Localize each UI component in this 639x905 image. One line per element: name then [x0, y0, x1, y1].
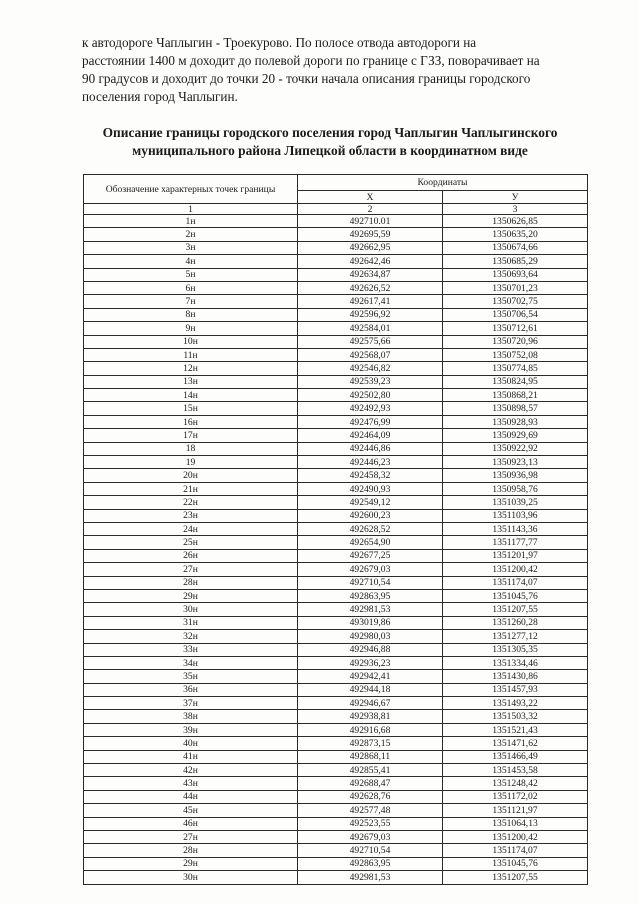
point-id-cell: 27н — [84, 830, 298, 843]
header-x: X — [298, 191, 443, 204]
point-id-cell: 18 — [84, 442, 298, 455]
table-row — [84, 777, 588, 790]
x-coordinate-cell: 492944,18 — [298, 683, 443, 696]
x-coordinate-cell: 492916,68 — [298, 723, 443, 736]
table-row — [84, 589, 588, 602]
x-coordinate-cell: 492863,95 — [298, 857, 443, 870]
table-row — [84, 844, 588, 857]
y-coordinate-cell: 1351174,07 — [443, 576, 588, 589]
x-coordinate-cell: 492476,99 — [298, 415, 443, 428]
table-row — [84, 656, 588, 669]
x-coordinate-cell: 492936,23 — [298, 656, 443, 669]
point-id-cell: 3н — [84, 241, 298, 254]
point-id-cell: 6н — [84, 281, 298, 294]
point-id-cell: 28н — [84, 576, 298, 589]
y-coordinate-cell: 1350674,66 — [443, 241, 588, 254]
y-coordinate-cell: 1351457,93 — [443, 683, 588, 696]
point-id-cell: 17н — [84, 429, 298, 442]
table-row — [84, 509, 588, 522]
y-coordinate-cell: 1350929,69 — [443, 429, 588, 442]
x-coordinate-cell: 492492,93 — [298, 402, 443, 415]
point-id-cell: 14н — [84, 389, 298, 402]
x-coordinate-cell: 492946,67 — [298, 697, 443, 710]
point-id-cell: 8н — [84, 308, 298, 321]
y-coordinate-cell: 1350712,61 — [443, 322, 588, 335]
y-coordinate-cell: 1351260,28 — [443, 616, 588, 629]
table-row — [84, 402, 588, 415]
x-coordinate-cell: 492502,80 — [298, 389, 443, 402]
point-id-cell: 1н — [84, 215, 298, 228]
table-row — [84, 389, 588, 402]
point-id-cell: 29н — [84, 857, 298, 870]
table-row — [84, 871, 588, 884]
x-coordinate-cell: 492855,41 — [298, 764, 443, 777]
point-id-cell: 23н — [84, 509, 298, 522]
x-coordinate-cell: 492981,53 — [298, 871, 443, 884]
table-row — [84, 482, 588, 495]
point-id-cell: 21н — [84, 482, 298, 495]
y-coordinate-cell: 1350720,96 — [443, 335, 588, 348]
y-coordinate-cell: 1350922,92 — [443, 442, 588, 455]
x-coordinate-cell: 492523,55 — [298, 817, 443, 830]
y-coordinate-cell: 1350626,85 — [443, 215, 588, 228]
intro-line: поселения город Чаплыгин. — [82, 89, 238, 104]
point-id-cell: 40н — [84, 737, 298, 750]
y-coordinate-cell: 1350685,29 — [443, 255, 588, 268]
point-id-cell: 24н — [84, 522, 298, 535]
intro-paragraph — [82, 34, 594, 106]
y-coordinate-cell: 1351039,25 — [443, 496, 588, 509]
intro-line: расстоянии 1400 м доходит до полевой дороги по границе с ГЗЗ, поворачивает на — [82, 53, 540, 68]
coordinates-table — [83, 174, 588, 885]
table-row — [84, 536, 588, 549]
x-coordinate-cell: 492626,52 — [298, 281, 443, 294]
point-id-cell: 15н — [84, 402, 298, 415]
y-coordinate-cell: 1351201,97 — [443, 549, 588, 562]
point-id-cell: 20н — [84, 469, 298, 482]
y-coordinate-cell: 1351521,43 — [443, 723, 588, 736]
x-coordinate-cell: 492863,95 — [298, 589, 443, 602]
section-title — [60, 124, 600, 160]
x-coordinate-cell: 492600,23 — [298, 509, 443, 522]
y-coordinate-cell: 1351334,46 — [443, 656, 588, 669]
intro-line: 90 градусов и доходит до точки 20 - точки начала описания границы городского — [82, 71, 531, 86]
table-row — [84, 750, 588, 763]
point-id-cell: 38н — [84, 710, 298, 723]
x-coordinate-cell: 492677,25 — [298, 549, 443, 562]
table-row — [84, 804, 588, 817]
point-id-cell: 32н — [84, 630, 298, 643]
point-id-cell: 11н — [84, 348, 298, 361]
point-id-cell: 2н — [84, 228, 298, 241]
y-coordinate-cell: 1351248,42 — [443, 777, 588, 790]
table-row — [84, 576, 588, 589]
table-row — [84, 308, 588, 321]
point-id-cell: 39н — [84, 723, 298, 736]
point-id-cell: 16н — [84, 415, 298, 428]
table-row — [84, 241, 588, 254]
table-row — [84, 268, 588, 281]
x-coordinate-cell: 492679,03 — [298, 830, 443, 843]
x-coordinate-cell: 492679,03 — [298, 563, 443, 576]
x-coordinate-cell: 492549,12 — [298, 496, 443, 509]
y-coordinate-cell: 1351121,97 — [443, 804, 588, 817]
table-row — [84, 362, 588, 375]
x-coordinate-cell: 492642,46 — [298, 255, 443, 268]
x-coordinate-cell: 492446,86 — [298, 442, 443, 455]
x-coordinate-cell: 493019,86 — [298, 616, 443, 629]
y-coordinate-cell: 1351207,55 — [443, 603, 588, 616]
x-coordinate-cell: 492710.01 — [298, 215, 443, 228]
point-id-cell: 10н — [84, 335, 298, 348]
y-coordinate-cell: 1351064,13 — [443, 817, 588, 830]
column-number: 1 — [84, 204, 298, 215]
y-coordinate-cell: 1350958,76 — [443, 482, 588, 495]
table-row — [84, 281, 588, 294]
point-id-cell: 27н — [84, 563, 298, 576]
table-row — [84, 697, 588, 710]
title-line: муниципального района Липецкой области в координатном виде — [132, 143, 528, 158]
y-coordinate-cell: 1350635,20 — [443, 228, 588, 241]
table-row — [84, 817, 588, 830]
table-row — [84, 616, 588, 629]
x-coordinate-cell: 492446,23 — [298, 456, 443, 469]
point-id-cell: 29н — [84, 589, 298, 602]
table-row — [84, 549, 588, 562]
table-row — [84, 603, 588, 616]
y-coordinate-cell: 1350752,08 — [443, 348, 588, 361]
table-row — [84, 496, 588, 509]
x-coordinate-cell: 492981,53 — [298, 603, 443, 616]
column-number: 2 — [298, 204, 443, 215]
x-coordinate-cell: 492568,07 — [298, 348, 443, 361]
y-coordinate-cell: 1350701,23 — [443, 281, 588, 294]
y-coordinate-cell: 1351471,62 — [443, 737, 588, 750]
y-coordinate-cell: 1351430,86 — [443, 670, 588, 683]
y-coordinate-cell: 1351045,76 — [443, 589, 588, 602]
x-coordinate-cell: 492695,59 — [298, 228, 443, 241]
y-coordinate-cell: 1351143,36 — [443, 522, 588, 535]
point-id-cell: 26н — [84, 549, 298, 562]
y-coordinate-cell: 1350928,93 — [443, 415, 588, 428]
y-coordinate-cell: 1351453,58 — [443, 764, 588, 777]
y-coordinate-cell: 1350923,13 — [443, 456, 588, 469]
intro-line: к автодороге Чаплыгин - Троекурово. По полосе отвода автодороги на — [82, 35, 477, 50]
table-body — [84, 215, 588, 885]
x-coordinate-cell: 492596,92 — [298, 308, 443, 321]
y-coordinate-cell: 1351493,22 — [443, 697, 588, 710]
table-row — [84, 295, 588, 308]
x-coordinate-cell: 492490,93 — [298, 482, 443, 495]
x-coordinate-cell: 492584,01 — [298, 322, 443, 335]
table-row — [84, 723, 588, 736]
x-coordinate-cell: 492634,87 — [298, 268, 443, 281]
x-coordinate-cell: 492868,11 — [298, 750, 443, 763]
y-coordinate-cell: 1350868,21 — [443, 389, 588, 402]
y-coordinate-cell: 1351172,02 — [443, 790, 588, 803]
x-coordinate-cell: 492942,41 — [298, 670, 443, 683]
table-row — [84, 830, 588, 843]
point-id-cell: 33н — [84, 643, 298, 656]
x-coordinate-cell: 492710,54 — [298, 576, 443, 589]
table-row — [84, 456, 588, 469]
point-id-cell: 25н — [84, 536, 298, 549]
point-id-cell: 42н — [84, 764, 298, 777]
table-row — [84, 683, 588, 696]
x-coordinate-cell: 492539,23 — [298, 375, 443, 388]
x-coordinate-cell: 492710,54 — [298, 844, 443, 857]
point-id-cell: 44н — [84, 790, 298, 803]
table-row — [84, 737, 588, 750]
y-coordinate-cell: 1350936,98 — [443, 469, 588, 482]
table-row — [84, 522, 588, 535]
x-coordinate-cell: 492628,52 — [298, 522, 443, 535]
point-id-cell: 13н — [84, 375, 298, 388]
table-row — [84, 429, 588, 442]
header-y: У — [443, 191, 588, 204]
table-row — [84, 643, 588, 656]
table-row — [84, 255, 588, 268]
column-number: 3 — [443, 204, 588, 215]
y-coordinate-cell: 1351103,96 — [443, 509, 588, 522]
table-row — [84, 335, 588, 348]
point-id-cell: 28н — [84, 844, 298, 857]
x-coordinate-cell: 492628,76 — [298, 790, 443, 803]
table-row — [84, 790, 588, 803]
point-id-cell: 12н — [84, 362, 298, 375]
y-coordinate-cell: 1350824,95 — [443, 375, 588, 388]
table-row — [84, 764, 588, 777]
x-coordinate-cell: 492546,82 — [298, 362, 443, 375]
point-id-cell: 9н — [84, 322, 298, 335]
table-row — [84, 670, 588, 683]
point-id-cell: 35н — [84, 670, 298, 683]
point-id-cell: 4н — [84, 255, 298, 268]
point-id-cell: 19 — [84, 456, 298, 469]
y-coordinate-cell: 1351174,07 — [443, 844, 588, 857]
point-id-cell: 5н — [84, 268, 298, 281]
y-coordinate-cell: 1350774,85 — [443, 362, 588, 375]
y-coordinate-cell: 1350706,54 — [443, 308, 588, 321]
point-id-cell: 46н — [84, 817, 298, 830]
y-coordinate-cell: 1351200,42 — [443, 563, 588, 576]
x-coordinate-cell: 492464,09 — [298, 429, 443, 442]
point-id-cell: 7н — [84, 295, 298, 308]
x-coordinate-cell: 492980,03 — [298, 630, 443, 643]
y-coordinate-cell: 1351045,76 — [443, 857, 588, 870]
table-row — [84, 710, 588, 723]
point-id-cell: 30н — [84, 603, 298, 616]
x-coordinate-cell: 492688,47 — [298, 777, 443, 790]
y-coordinate-cell: 1351207,55 — [443, 871, 588, 884]
table-row — [84, 215, 588, 228]
x-coordinate-cell: 492946,88 — [298, 643, 443, 656]
header-coordinates: Координаты — [298, 175, 588, 191]
table-row — [84, 348, 588, 361]
y-coordinate-cell: 1351277,12 — [443, 630, 588, 643]
header-point-designation: Обозначение характерных точек границы — [84, 175, 298, 204]
y-coordinate-cell: 1351200,42 — [443, 830, 588, 843]
table-row — [84, 375, 588, 388]
table-row — [84, 322, 588, 335]
table-row — [84, 228, 588, 241]
x-coordinate-cell: 492617,41 — [298, 295, 443, 308]
y-coordinate-cell: 1350898,57 — [443, 402, 588, 415]
point-id-cell: 37н — [84, 697, 298, 710]
point-id-cell: 31н — [84, 616, 298, 629]
point-id-cell: 41н — [84, 750, 298, 763]
table-row — [84, 630, 588, 643]
table-row — [84, 442, 588, 455]
point-id-cell: 30н — [84, 871, 298, 884]
point-id-cell: 22н — [84, 496, 298, 509]
y-coordinate-cell: 1351466,49 — [443, 750, 588, 763]
y-coordinate-cell: 1351305,35 — [443, 643, 588, 656]
table-row — [84, 563, 588, 576]
x-coordinate-cell: 492577,48 — [298, 804, 443, 817]
title-line: Описание границы городского поселения город Чаплыгин Чаплыгинского — [102, 125, 558, 140]
x-coordinate-cell: 492662,95 — [298, 241, 443, 254]
point-id-cell: 43н — [84, 777, 298, 790]
x-coordinate-cell: 492575,66 — [298, 335, 443, 348]
table-row — [84, 857, 588, 870]
y-coordinate-cell: 1350693,64 — [443, 268, 588, 281]
x-coordinate-cell: 492458,32 — [298, 469, 443, 482]
point-id-cell: 34н — [84, 656, 298, 669]
x-coordinate-cell: 492873,15 — [298, 737, 443, 750]
table-row — [84, 415, 588, 428]
y-coordinate-cell: 1351503,32 — [443, 710, 588, 723]
y-coordinate-cell: 1351177,77 — [443, 536, 588, 549]
x-coordinate-cell: 492654,90 — [298, 536, 443, 549]
table-row — [84, 469, 588, 482]
point-id-cell: 36н — [84, 683, 298, 696]
x-coordinate-cell: 492938,81 — [298, 710, 443, 723]
y-coordinate-cell: 1350702,75 — [443, 295, 588, 308]
point-id-cell: 45н — [84, 804, 298, 817]
